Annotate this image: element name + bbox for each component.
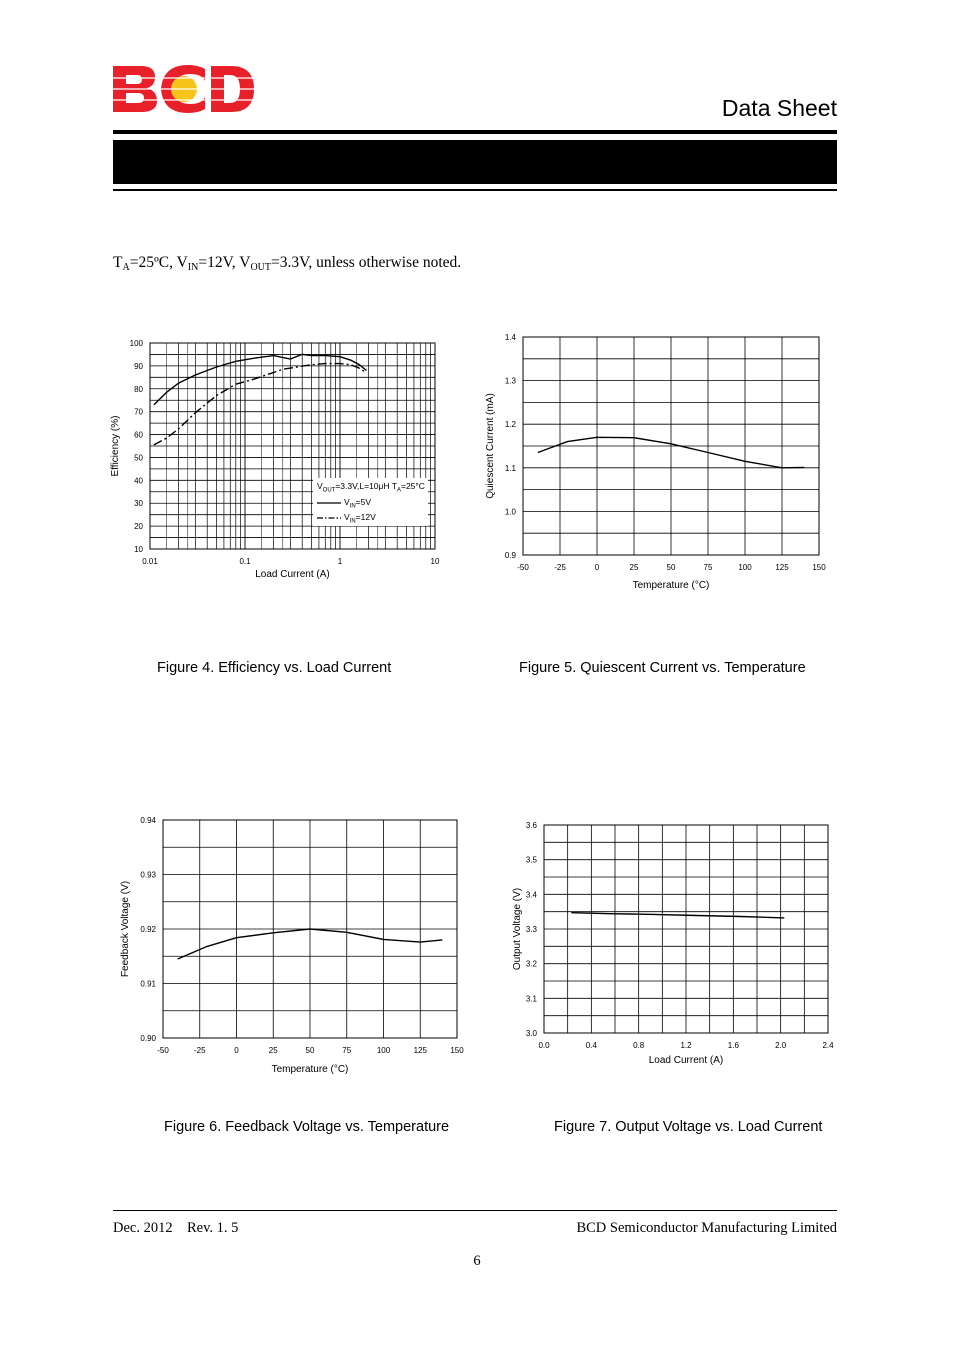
y-tick-label: 100 [129, 339, 143, 348]
x-tick-label: 0.0 [538, 1041, 550, 1050]
x-tick-label: -50 [517, 563, 529, 572]
x-tick-label: 50 [666, 563, 676, 572]
title-bar [113, 140, 837, 184]
y-tick-label: 3.6 [525, 821, 537, 830]
y-tick-label: 60 [134, 430, 143, 440]
series-line-1 [571, 913, 784, 918]
y-tick-label: 1.0 [504, 507, 516, 517]
y-tick-label: 20 [134, 522, 143, 532]
y-tick-label: 3.0 [525, 1029, 537, 1038]
x-tick-label: 150 [450, 1046, 464, 1055]
x-tick-label: 125 [413, 1046, 427, 1055]
output-voltage-chart [500, 815, 840, 1075]
y-tick-label: 0.91 [140, 979, 156, 989]
y-tick-label: 3.2 [525, 959, 537, 969]
header-rule [113, 130, 837, 134]
x-tick-label: 2.4 [822, 1041, 834, 1050]
y-tick-label: 50 [134, 453, 143, 463]
y-tick-label: 90 [134, 361, 143, 371]
y-tick-label: 3.1 [525, 994, 537, 1004]
series-line-1 [154, 354, 367, 404]
y-axis-label: Quiescent Current (mA) [485, 393, 496, 499]
y-tick-label: 1.1 [504, 463, 516, 473]
y-tick-label: 40 [134, 476, 143, 486]
y-tick-label: 3.5 [525, 855, 537, 865]
y-axis-label: Efficiency (%) [110, 415, 121, 477]
legend-item-vin12: $V_{IN}=12V$ [344, 512, 376, 525]
doc-type-label: Data Sheet [721, 95, 837, 121]
chart-legend [313, 478, 428, 526]
x-tick-label: 0 [234, 1046, 239, 1055]
x-tick-label: 0.01 [142, 557, 158, 566]
legend-item-vin5: $V_{IN}=5V$ [344, 497, 372, 510]
x-tick-label: 0 [594, 563, 600, 572]
figure-5-caption: Figure 5. Quiescent Current vs. Temperature [519, 660, 806, 676]
y-tick-label: 0.93 [140, 870, 156, 880]
x-tick-label: 75 [703, 563, 713, 572]
y-tick-label: 1.3 [504, 376, 516, 386]
x-tick-label: 0.8 [633, 1041, 645, 1050]
x-tick-label: 125 [775, 563, 789, 572]
x-tick-label: -50 [157, 1046, 169, 1055]
x-tick-label: 1.6 [727, 1041, 739, 1050]
x-tick-label: 25 [629, 563, 639, 572]
x-axis-label: Load Current (A) [255, 569, 330, 580]
x-tick-label: 50 [305, 1046, 315, 1055]
feedback-voltage-chart [110, 808, 470, 1083]
y-tick-label: 1.2 [504, 420, 516, 430]
footer-date: Dec. 2012 [113, 1220, 173, 1236]
efficiency-chart [100, 325, 460, 590]
x-tick-label: 10 [430, 557, 440, 566]
y-tick-label: 0.90 [140, 1034, 156, 1043]
y-tick-label: 80 [134, 384, 143, 394]
figure-4-caption: Figure 4. Efficiency vs. Load Current [157, 660, 392, 676]
test-conditions: $T_A=25ºC$, $V_{IN}=12V$, $V_{OUT}=3.3V$, unless otherwise noted. [113, 254, 462, 273]
x-tick-label: 100 [376, 1046, 391, 1055]
y-tick-label: 0.94 [140, 816, 156, 825]
x-axis-label: Temperature (°C) [632, 580, 710, 591]
footer-company: BCD Semiconductor Manufacturing Limited [576, 1220, 837, 1236]
header-rule-bottom [113, 189, 837, 191]
x-tick-label: 2.0 [775, 1041, 787, 1050]
page-number: 6 [473, 1253, 481, 1269]
bcd-logo [113, 64, 255, 114]
y-tick-label: 10 [134, 545, 143, 554]
x-tick-label: 100 [738, 563, 752, 572]
x-tick-label: 0.1 [239, 557, 251, 566]
legend-solid-swatch [316, 500, 342, 506]
x-tick-label: -25 [554, 563, 566, 572]
y-tick-label: 30 [134, 499, 143, 509]
x-axis-label: Temperature (°C) [271, 1064, 349, 1075]
quiescent-current-chart [480, 325, 840, 600]
y-tick-label: 0.92 [140, 925, 156, 934]
x-tick-label: 150 [812, 563, 826, 572]
figure-6-caption: Figure 6. Feedback Voltage vs. Temperature [164, 1119, 450, 1135]
x-tick-label: -25 [193, 1046, 206, 1055]
series-line-2 [154, 364, 367, 445]
y-axis-label: Feedback Voltage (V) [120, 880, 131, 978]
y-tick-label: 1.4 [504, 333, 516, 342]
x-tick-label: 1 [337, 557, 343, 566]
x-tick-label: 25 [268, 1046, 278, 1055]
y-tick-label: 3.3 [525, 925, 537, 934]
x-tick-label: 75 [342, 1046, 352, 1055]
x-tick-label: 1.2 [680, 1041, 692, 1050]
legend-dashdot-swatch [316, 515, 342, 521]
figure-7-caption: Figure 7. Output Voltage vs. Load Current [554, 1119, 823, 1135]
x-axis-label: Load Current (A) [648, 1055, 724, 1066]
legend-title: $V_{OUT}=3.3V,L=10\mu H$ $T_A=25^\circ C$ [317, 481, 425, 494]
y-tick-label: 0.9 [504, 551, 516, 560]
y-axis-label: Output Voltage (V) [512, 887, 523, 971]
footer-rule [113, 1210, 837, 1211]
x-tick-label: 0.4 [585, 1041, 597, 1050]
y-tick-label: 70 [134, 407, 143, 417]
y-tick-label: 3.4 [525, 890, 537, 900]
footer-revision: Rev. 1. 5 [187, 1220, 239, 1236]
